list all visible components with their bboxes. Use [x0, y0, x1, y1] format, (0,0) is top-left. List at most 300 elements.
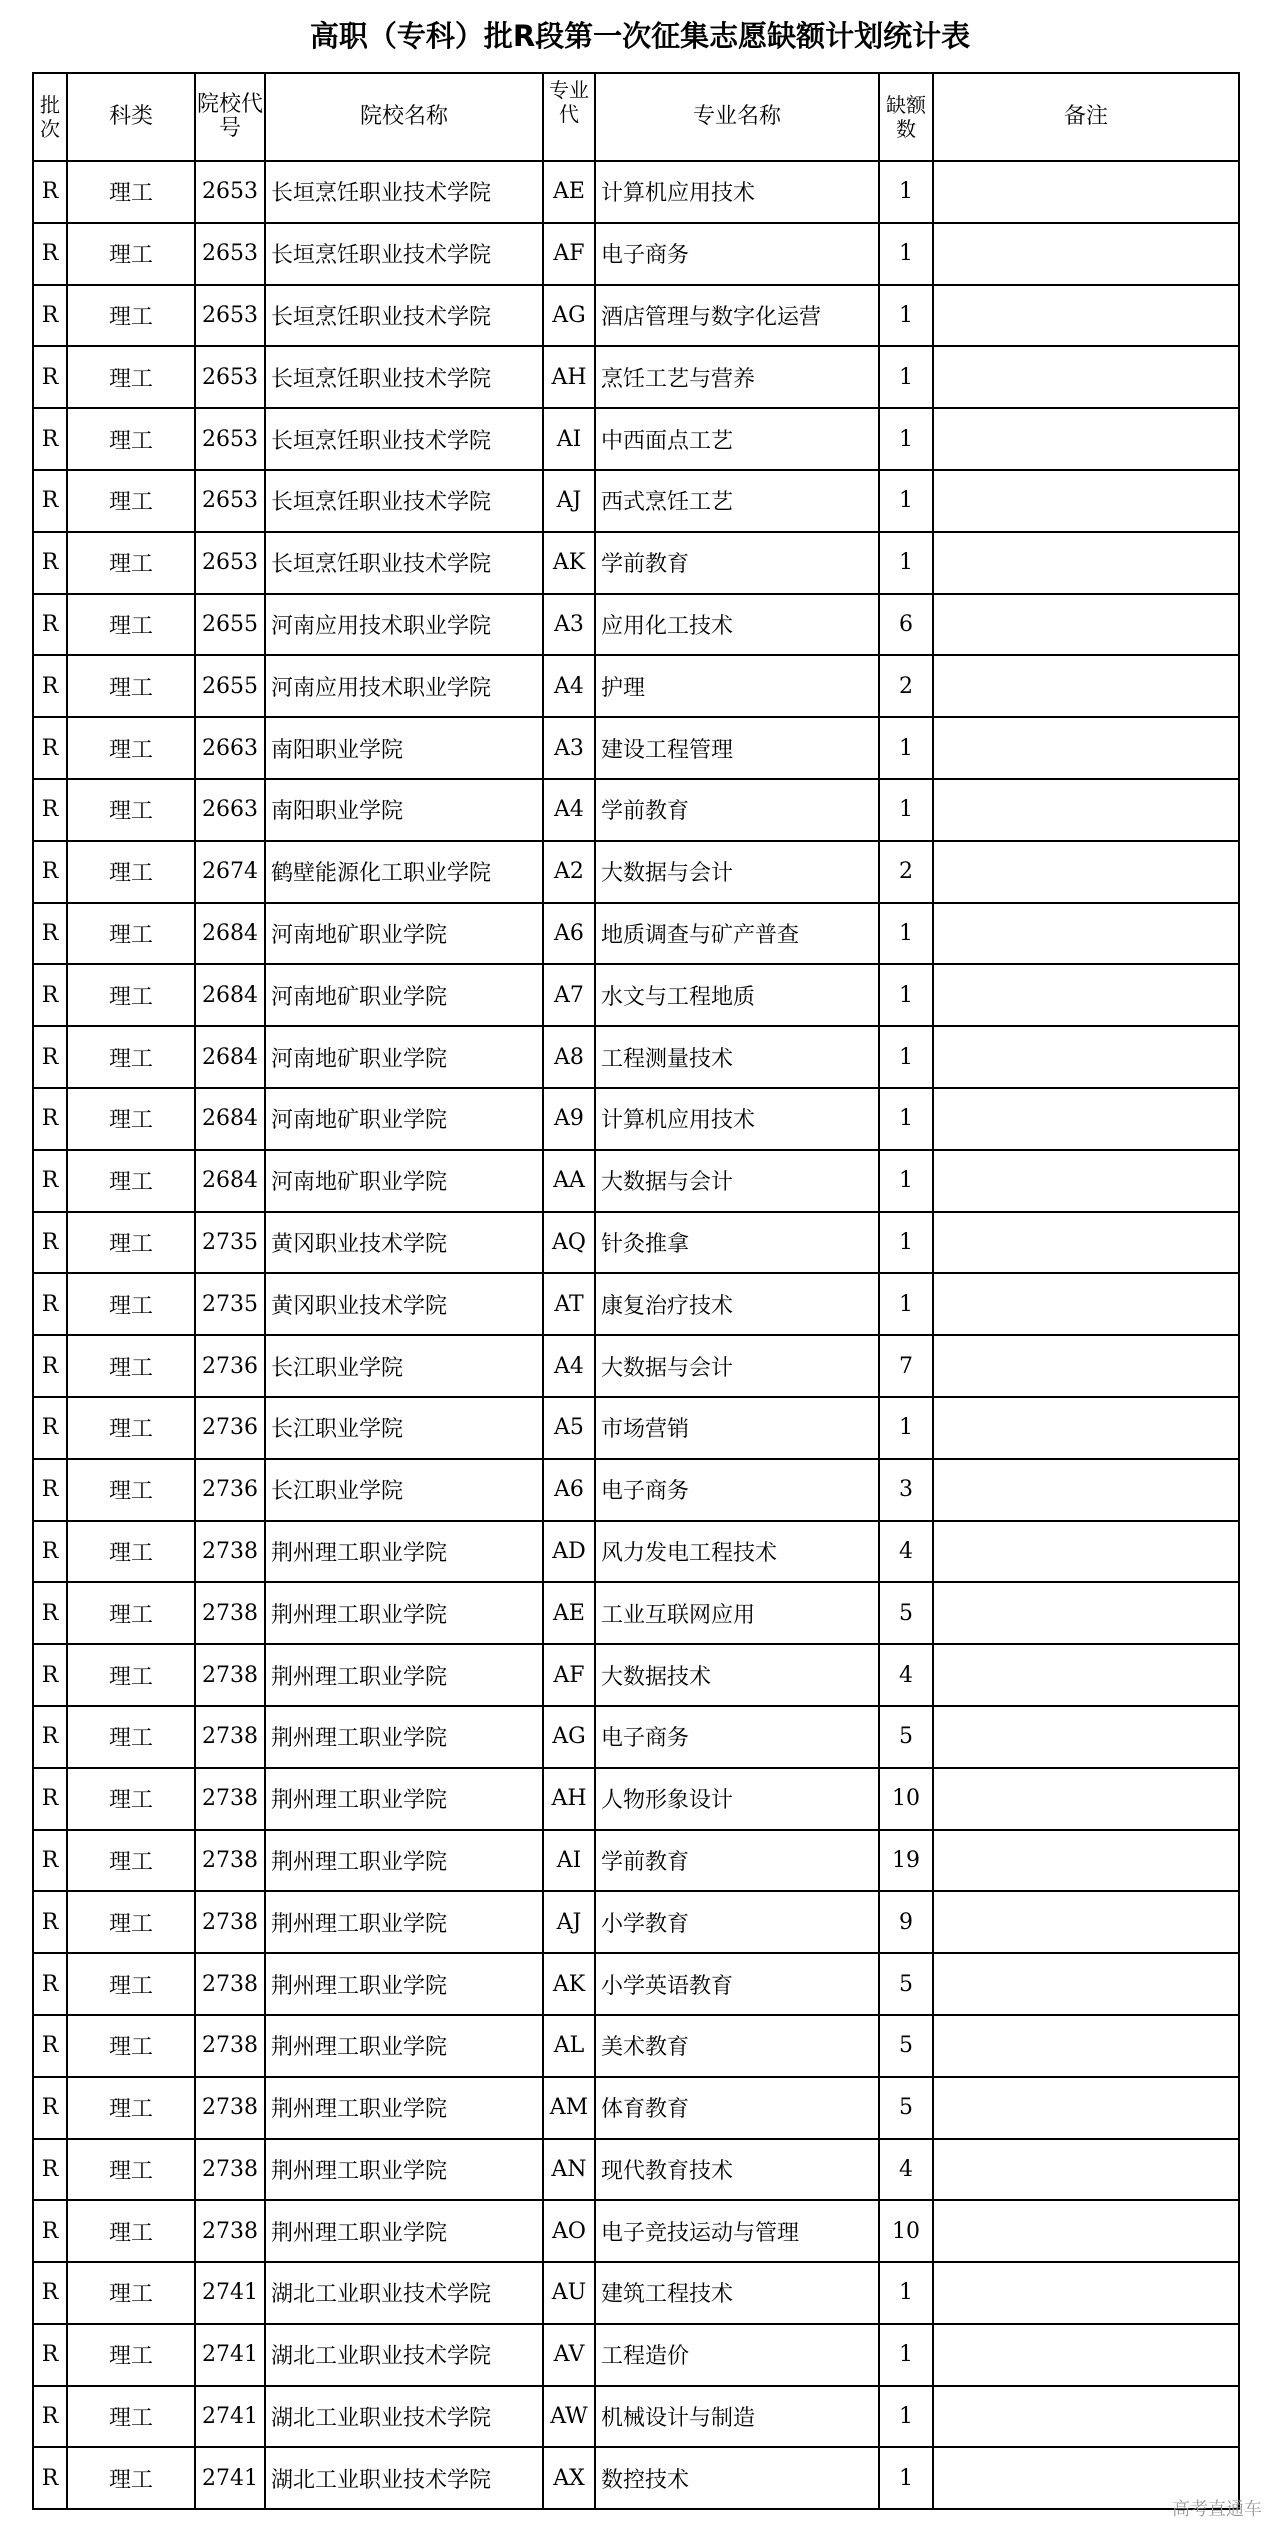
cell-batch: R [33, 1706, 67, 1768]
cell-school-name: 湖北工业职业技术学院 [265, 2262, 543, 2324]
cell-major-name: 电子商务 [595, 1706, 879, 1768]
cell-vacancies: 1 [879, 532, 933, 594]
table-row [33, 2447, 1239, 2509]
cell-vacancies: 1 [879, 161, 933, 223]
cell-vacancies: 5 [879, 1953, 933, 2015]
cell-major-code: AH [543, 346, 595, 408]
cell-major-name: 计算机应用技术 [595, 161, 879, 223]
cell-category: 理工 [67, 1459, 195, 1521]
cell-category: 理工 [67, 2386, 195, 2448]
header-vacancies: 缺额数 [879, 73, 933, 161]
cell-major-code: AE [543, 1582, 595, 1644]
cell-category: 理工 [67, 717, 195, 779]
table-row [33, 285, 1239, 347]
cell-school-name: 长垣烹饪职业技术学院 [265, 532, 543, 594]
cell-remarks [933, 2139, 1239, 2201]
table-row [33, 1953, 1239, 2015]
cell-batch: R [33, 223, 67, 285]
cell-school-name: 湖北工业职业技术学院 [265, 2447, 543, 2509]
table-row [33, 1026, 1239, 1088]
cell-major-code: AK [543, 532, 595, 594]
table-row [33, 1768, 1239, 1830]
cell-remarks [933, 1273, 1239, 1335]
cell-batch: R [33, 1644, 67, 1706]
cell-school-code: 2653 [195, 532, 265, 594]
cell-vacancies: 3 [879, 1459, 933, 1521]
cell-school-code: 2684 [195, 964, 265, 1026]
header-school-name: 院校名称 [265, 73, 543, 161]
page-title: 高职（专科）批R段第一次征集志愿缺额计划统计表 [309, 19, 971, 53]
cell-school-name: 荆州理工职业学院 [265, 2200, 543, 2262]
cell-school-code: 2655 [195, 655, 265, 717]
table-row [33, 470, 1239, 532]
cell-major-code: A9 [543, 1088, 595, 1150]
cell-vacancies: 1 [879, 223, 933, 285]
cell-remarks [933, 223, 1239, 285]
cell-category: 理工 [67, 1768, 195, 1830]
cell-major-name: 大数据与会计 [595, 841, 879, 903]
cell-remarks [933, 1953, 1239, 2015]
cell-school-name: 荆州理工职业学院 [265, 2077, 543, 2139]
table-row [33, 1830, 1239, 1892]
cell-remarks [933, 841, 1239, 903]
cell-school-code: 2741 [195, 2386, 265, 2448]
cell-major-name: 西式烹饪工艺 [595, 470, 879, 532]
cell-school-name: 河南应用技术职业学院 [265, 655, 543, 717]
cell-school-code: 2738 [195, 1891, 265, 1953]
cell-remarks [933, 285, 1239, 347]
table-row [33, 408, 1239, 470]
cell-school-code: 2653 [195, 408, 265, 470]
cell-major-name: 大数据与会计 [595, 1150, 879, 1212]
cell-remarks [933, 594, 1239, 656]
cell-major-name: 学前教育 [595, 1830, 879, 1892]
cell-major-code: AJ [543, 1891, 595, 1953]
table-row [33, 964, 1239, 1026]
cell-major-name: 机械设计与制造 [595, 2386, 879, 2448]
cell-school-name: 荆州理工职业学院 [265, 1521, 543, 1583]
cell-school-name: 荆州理工职业学院 [265, 1953, 543, 2015]
cell-school-code: 2738 [195, 1830, 265, 1892]
cell-major-name: 水文与工程地质 [595, 964, 879, 1026]
cell-school-name: 长江职业学院 [265, 1459, 543, 1521]
cell-school-code: 2738 [195, 2139, 265, 2201]
cell-remarks [933, 408, 1239, 470]
cell-remarks [933, 1830, 1239, 1892]
cell-major-code: AN [543, 2139, 595, 2201]
cell-remarks [933, 1088, 1239, 1150]
cell-major-code: AH [543, 1768, 595, 1830]
cell-school-name: 荆州理工职业学院 [265, 1582, 543, 1644]
cell-batch: R [33, 2324, 67, 2386]
cell-major-name: 康复治疗技术 [595, 1273, 879, 1335]
cell-major-code: A4 [543, 779, 595, 841]
cell-school-name: 荆州理工职业学院 [265, 2015, 543, 2077]
cell-batch: R [33, 470, 67, 532]
table-row [33, 2200, 1239, 2262]
cell-vacancies: 5 [879, 2015, 933, 2077]
cell-batch: R [33, 594, 67, 656]
cell-school-name: 长垣烹饪职业技术学院 [265, 470, 543, 532]
cell-school-code: 2653 [195, 470, 265, 532]
table-row [33, 223, 1239, 285]
cell-major-code: AV [543, 2324, 595, 2386]
table-row [33, 1706, 1239, 1768]
cell-category: 理工 [67, 594, 195, 656]
cell-vacancies: 1 [879, 1150, 933, 1212]
cell-school-code: 2736 [195, 1397, 265, 1459]
cell-vacancies: 1 [879, 2262, 933, 2324]
cell-major-name: 学前教育 [595, 779, 879, 841]
cell-major-name: 学前教育 [595, 532, 879, 594]
cell-batch: R [33, 2200, 67, 2262]
cell-vacancies: 1 [879, 285, 933, 347]
cell-major-name: 人物形象设计 [595, 1768, 879, 1830]
cell-major-name: 风力发电工程技术 [595, 1521, 879, 1583]
header-batch: 批次 [33, 73, 67, 161]
cell-category: 理工 [67, 1150, 195, 1212]
cell-category: 理工 [67, 2015, 195, 2077]
cell-school-name: 河南地矿职业学院 [265, 1026, 543, 1088]
cell-vacancies: 1 [879, 346, 933, 408]
cell-school-code: 2684 [195, 1026, 265, 1088]
cell-category: 理工 [67, 1335, 195, 1397]
cell-major-code: A6 [543, 903, 595, 965]
cell-vacancies: 1 [879, 964, 933, 1026]
cell-major-code: A8 [543, 1026, 595, 1088]
cell-major-name: 计算机应用技术 [595, 1088, 879, 1150]
cell-school-name: 湖北工业职业技术学院 [265, 2386, 543, 2448]
cell-major-name: 建设工程管理 [595, 717, 879, 779]
cell-major-name: 大数据与会计 [595, 1335, 879, 1397]
cell-school-name: 河南地矿职业学院 [265, 1088, 543, 1150]
cell-school-code: 2735 [195, 1212, 265, 1274]
cell-major-name: 工业互联网应用 [595, 1582, 879, 1644]
cell-remarks [933, 1026, 1239, 1088]
cell-major-code: A4 [543, 1335, 595, 1397]
cell-major-name: 建筑工程技术 [595, 2262, 879, 2324]
cell-remarks [933, 1150, 1239, 1212]
cell-remarks [933, 532, 1239, 594]
table-row [33, 1335, 1239, 1397]
cell-school-name: 长江职业学院 [265, 1397, 543, 1459]
cell-vacancies: 19 [879, 1830, 933, 1892]
cell-major-name: 电子商务 [595, 223, 879, 285]
cell-school-code: 2738 [195, 2200, 265, 2262]
cell-major-code: AG [543, 1706, 595, 1768]
cell-school-name: 长江职业学院 [265, 1335, 543, 1397]
cell-major-name: 电子竞技运动与管理 [595, 2200, 879, 2262]
cell-batch: R [33, 1521, 67, 1583]
cell-batch: R [33, 1459, 67, 1521]
cell-batch: R [33, 285, 67, 347]
table-row [33, 2015, 1239, 2077]
cell-remarks [933, 1706, 1239, 1768]
cell-category: 理工 [67, 2262, 195, 2324]
cell-major-name: 小学教育 [595, 1891, 879, 1953]
cell-school-name: 长垣烹饪职业技术学院 [265, 223, 543, 285]
cell-batch: R [33, 1026, 67, 1088]
cell-category: 理工 [67, 1706, 195, 1768]
cell-major-code: AQ [543, 1212, 595, 1274]
cell-remarks [933, 1582, 1239, 1644]
table-row [33, 594, 1239, 656]
table-row [33, 2262, 1239, 2324]
cell-batch: R [33, 1891, 67, 1953]
cell-major-code: A3 [543, 594, 595, 656]
cell-vacancies: 4 [879, 2139, 933, 2201]
cell-vacancies: 7 [879, 1335, 933, 1397]
cell-vacancies: 1 [879, 903, 933, 965]
cell-school-name: 长垣烹饪职业技术学院 [265, 161, 543, 223]
cell-school-code: 2738 [195, 2015, 265, 2077]
cell-vacancies: 1 [879, 1026, 933, 1088]
cell-remarks [933, 2262, 1239, 2324]
cell-school-name: 荆州理工职业学院 [265, 1891, 543, 1953]
cell-school-name: 荆州理工职业学院 [265, 1768, 543, 1830]
cell-batch: R [33, 1088, 67, 1150]
cell-school-name: 南阳职业学院 [265, 779, 543, 841]
cell-school-code: 2738 [195, 2077, 265, 2139]
cell-vacancies: 1 [879, 470, 933, 532]
cell-category: 理工 [67, 779, 195, 841]
cell-vacancies: 1 [879, 779, 933, 841]
cell-major-code: AG [543, 285, 595, 347]
table-row [33, 779, 1239, 841]
cell-school-code: 2684 [195, 1088, 265, 1150]
cell-school-name: 河南地矿职业学院 [265, 1150, 543, 1212]
cell-school-code: 2653 [195, 346, 265, 408]
cell-batch: R [33, 1830, 67, 1892]
cell-batch: R [33, 2262, 67, 2324]
cell-vacancies: 4 [879, 1521, 933, 1583]
cell-category: 理工 [67, 1212, 195, 1274]
cell-school-name: 河南地矿职业学院 [265, 964, 543, 1026]
cell-major-code: AU [543, 2262, 595, 2324]
cell-batch: R [33, 779, 67, 841]
cell-vacancies: 4 [879, 1644, 933, 1706]
cell-vacancies: 10 [879, 2200, 933, 2262]
cell-major-code: AF [543, 1644, 595, 1706]
table-row [33, 2139, 1239, 2201]
table-row [33, 655, 1239, 717]
header-category: 科类 [67, 73, 195, 161]
cell-batch: R [33, 1397, 67, 1459]
cell-school-code: 2738 [195, 1644, 265, 1706]
cell-batch: R [33, 2077, 67, 2139]
cell-remarks [933, 161, 1239, 223]
table-row [33, 717, 1239, 779]
cell-major-name: 工程造价 [595, 2324, 879, 2386]
cell-school-code: 2738 [195, 1706, 265, 1768]
cell-school-code: 2738 [195, 1521, 265, 1583]
cell-school-code: 2653 [195, 161, 265, 223]
cell-category: 理工 [67, 1644, 195, 1706]
cell-category: 理工 [67, 1521, 195, 1583]
table-row [33, 1582, 1239, 1644]
cell-school-code: 2738 [195, 1768, 265, 1830]
cell-batch: R [33, 1768, 67, 1830]
cell-school-code: 2655 [195, 594, 265, 656]
cell-category: 理工 [67, 2200, 195, 2262]
cell-batch: R [33, 655, 67, 717]
cell-major-code: AD [543, 1521, 595, 1583]
cell-vacancies: 10 [879, 1768, 933, 1830]
table-row [33, 346, 1239, 408]
cell-major-code: AI [543, 408, 595, 470]
cell-batch: R [33, 2386, 67, 2448]
cell-school-name: 荆州理工职业学院 [265, 2139, 543, 2201]
header-school-code: 院校代号 [195, 73, 265, 161]
table-row [33, 903, 1239, 965]
cell-major-code: AL [543, 2015, 595, 2077]
cell-remarks [933, 1521, 1239, 1583]
table-header [33, 73, 1239, 161]
cell-category: 理工 [67, 161, 195, 223]
cell-vacancies: 9 [879, 1891, 933, 1953]
cell-batch: R [33, 1582, 67, 1644]
cell-vacancies: 1 [879, 408, 933, 470]
cell-batch: R [33, 1953, 67, 2015]
cell-school-name: 河南地矿职业学院 [265, 903, 543, 965]
cell-category: 理工 [67, 346, 195, 408]
cell-major-name: 工程测量技术 [595, 1026, 879, 1088]
cell-category: 理工 [67, 903, 195, 965]
cell-batch: R [33, 717, 67, 779]
table-row [33, 1891, 1239, 1953]
table-row [33, 1088, 1239, 1150]
table-row [33, 2386, 1239, 2448]
cell-school-name: 河南应用技术职业学院 [265, 594, 543, 656]
watermark: 高考直通车 [1172, 2499, 1262, 2520]
cell-vacancies: 1 [879, 1212, 933, 1274]
cell-vacancies: 1 [879, 1397, 933, 1459]
cell-major-name: 地质调查与矿产普查 [595, 903, 879, 965]
cell-batch: R [33, 1150, 67, 1212]
cell-school-code: 2735 [195, 1273, 265, 1335]
cell-batch: R [33, 1212, 67, 1274]
cell-category: 理工 [67, 285, 195, 347]
cell-major-name: 大数据技术 [595, 1644, 879, 1706]
cell-remarks [933, 1397, 1239, 1459]
table-row [33, 2324, 1239, 2386]
cell-school-code: 2741 [195, 2262, 265, 2324]
cell-school-code: 2663 [195, 717, 265, 779]
cell-major-name: 美术教育 [595, 2015, 879, 2077]
cell-category: 理工 [67, 2139, 195, 2201]
cell-category: 理工 [67, 408, 195, 470]
table-row [33, 1459, 1239, 1521]
cell-major-code: AA [543, 1150, 595, 1212]
cell-school-name: 长垣烹饪职业技术学院 [265, 346, 543, 408]
header-major-name: 专业名称 [595, 73, 879, 161]
header-remarks: 备注 [933, 73, 1239, 161]
cell-remarks [933, 1212, 1239, 1274]
cell-remarks [933, 964, 1239, 1026]
cell-batch: R [33, 2447, 67, 2509]
table-row [33, 2077, 1239, 2139]
cell-batch: R [33, 346, 67, 408]
cell-remarks [933, 655, 1239, 717]
cell-school-name: 湖北工业职业技术学院 [265, 2324, 543, 2386]
cell-vacancies: 1 [879, 1273, 933, 1335]
cell-batch: R [33, 2015, 67, 2077]
cell-remarks [933, 903, 1239, 965]
table-row [33, 1150, 1239, 1212]
cell-remarks [933, 2077, 1239, 2139]
cell-school-name: 黄冈职业技术学院 [265, 1273, 543, 1335]
cell-major-code: A3 [543, 717, 595, 779]
cell-school-name: 荆州理工职业学院 [265, 1644, 543, 1706]
cell-major-code: AT [543, 1273, 595, 1335]
cell-school-code: 2741 [195, 2324, 265, 2386]
cell-category: 理工 [67, 1582, 195, 1644]
cell-remarks [933, 1891, 1239, 1953]
cell-vacancies: 1 [879, 717, 933, 779]
cell-remarks [933, 2200, 1239, 2262]
cell-major-name: 体育教育 [595, 2077, 879, 2139]
cell-category: 理工 [67, 1088, 195, 1150]
cell-batch: R [33, 408, 67, 470]
cell-major-name: 酒店管理与数字化运营 [595, 285, 879, 347]
cell-category: 理工 [67, 223, 195, 285]
cell-major-name: 数控技术 [595, 2447, 879, 2509]
cell-remarks [933, 346, 1239, 408]
cell-major-code: AO [543, 2200, 595, 2262]
cell-category: 理工 [67, 1273, 195, 1335]
cell-batch: R [33, 532, 67, 594]
cell-school-name: 长垣烹饪职业技术学院 [265, 285, 543, 347]
table-row [33, 161, 1239, 223]
cell-vacancies: 5 [879, 1582, 933, 1644]
cell-major-code: A5 [543, 1397, 595, 1459]
cell-vacancies: 5 [879, 2077, 933, 2139]
cell-remarks [933, 1459, 1239, 1521]
cell-school-code: 2653 [195, 285, 265, 347]
cell-category: 理工 [67, 2447, 195, 2509]
cell-major-code: A2 [543, 841, 595, 903]
cell-major-code: AI [543, 1830, 595, 1892]
cell-batch: R [33, 2139, 67, 2201]
cell-school-name: 荆州理工职业学院 [265, 1706, 543, 1768]
cell-major-name: 应用化工技术 [595, 594, 879, 656]
cell-major-name: 烹饪工艺与营养 [595, 346, 879, 408]
cell-major-code: AE [543, 161, 595, 223]
cell-category: 理工 [67, 841, 195, 903]
cell-school-code: 2684 [195, 903, 265, 965]
cell-batch: R [33, 964, 67, 1026]
cell-vacancies: 1 [879, 2324, 933, 2386]
table-row [33, 1212, 1239, 1274]
table-row [33, 841, 1239, 903]
cell-category: 理工 [67, 1891, 195, 1953]
cell-vacancies: 5 [879, 1706, 933, 1768]
cell-school-code: 2653 [195, 223, 265, 285]
vacancy-table [32, 72, 1240, 2510]
cell-major-code: A6 [543, 1459, 595, 1521]
cell-school-code: 2738 [195, 1953, 265, 2015]
cell-major-code: AM [543, 2077, 595, 2139]
cell-batch: R [33, 903, 67, 965]
cell-major-code: AF [543, 223, 595, 285]
cell-category: 理工 [67, 655, 195, 717]
cell-vacancies: 2 [879, 841, 933, 903]
cell-category: 理工 [67, 2324, 195, 2386]
cell-major-name: 中西面点工艺 [595, 408, 879, 470]
cell-remarks [933, 717, 1239, 779]
cell-school-name: 鹤壁能源化工职业学院 [265, 841, 543, 903]
cell-vacancies: 1 [879, 1088, 933, 1150]
